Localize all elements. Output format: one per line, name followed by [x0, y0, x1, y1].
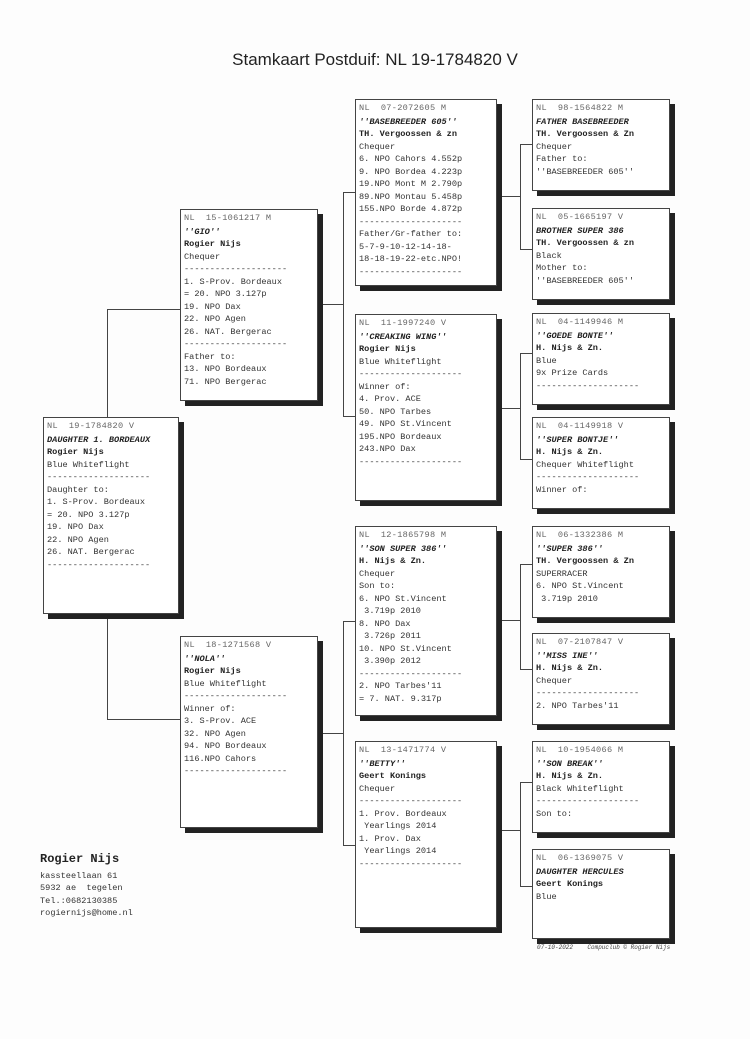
connector-line: [520, 249, 532, 250]
pigeon-name: ''NOLA'': [184, 653, 226, 664]
result-line: 1. Prov. Dax: [359, 833, 421, 844]
ring-number: NL 18-1271568 V: [184, 640, 272, 650]
pigeon-name: DAUGHTER 1. BORDEAUX: [47, 434, 151, 445]
result-line: 18-18-19-22-etc.NPO!: [359, 254, 463, 264]
connector-line: [520, 886, 532, 887]
result-line: 6. NPO St.Vincent: [359, 593, 447, 604]
connector-line: [343, 621, 355, 622]
connector-line: [343, 621, 344, 845]
connector-line: [520, 353, 532, 354]
breeder-name: TH. Vergoossen & zn: [536, 238, 634, 248]
result-line: Winner of:: [359, 381, 411, 392]
connector-line: [520, 144, 521, 249]
pigeon-card-mother[interactable]: [180, 636, 318, 828]
result-line: 49. NPO St.Vincent: [359, 419, 452, 429]
result-line: --------------------: [536, 796, 640, 806]
pigeon-card-father-father[interactable]: [355, 99, 497, 286]
pigeon-name: ''SUPER 386'': [536, 543, 604, 554]
result-line: --------------------: [47, 559, 151, 570]
result-line: 89.NPO Montau 5.458p: [359, 191, 463, 202]
result-line: Daughter to:: [47, 484, 109, 495]
pigeon-card-mother-mother[interactable]: [355, 741, 497, 928]
result-line: Son to:: [359, 581, 396, 591]
pigeon-card-mfm[interactable]: [532, 633, 670, 725]
pigeon-card-fmf[interactable]: [532, 313, 670, 405]
result-line: --------------------: [359, 216, 463, 227]
result-line: 6. NPO St.Vincent: [536, 581, 624, 591]
connector-line: [520, 144, 532, 145]
result-line: --------------------: [536, 472, 640, 482]
result-line: 71. NPO Bergerac: [184, 376, 267, 387]
breeder-name: Rogier Nijs: [359, 344, 416, 354]
result-line: 9. NPO Bordea 4.223p: [359, 166, 463, 177]
result-line: --------------------: [184, 264, 288, 274]
result-line: 22. NPO Agen: [47, 534, 109, 545]
result-line: ''BASEBREEDER 605'': [536, 166, 634, 177]
result-line: 3.719p 2010: [359, 606, 421, 616]
ring-number: NL 06-1332386 M: [536, 530, 624, 540]
result-line: = 20. NPO 3.127p: [47, 509, 130, 520]
breeder-name: TH. Vergoossen & Zn: [536, 556, 634, 566]
pigeon-name: ''MISS INE'': [536, 650, 598, 661]
result-line: --------------------: [536, 688, 640, 698]
pigeon-color: Blue Whiteflight: [184, 678, 267, 689]
owner-phone: Tel.:0682130385: [40, 895, 118, 906]
result-line: 5-7-9-10-12-14-18-: [359, 241, 452, 252]
result-line: ''BASEBREEDER 605'': [536, 275, 634, 286]
result-line: Yearlings 2014: [359, 821, 437, 831]
connector-line: [520, 459, 532, 460]
connector-line: [318, 733, 343, 734]
pigeon-card-father[interactable]: [180, 209, 318, 401]
result-line: --------------------: [359, 266, 463, 277]
connector-line: [343, 845, 355, 846]
pigeon-color: Chequer Whiteflight: [536, 459, 634, 470]
result-line: 4. Prov. ACE: [359, 394, 421, 404]
result-line: 22. NPO Agen: [184, 314, 246, 324]
connector-line: [497, 196, 520, 197]
result-line: Father to:: [536, 154, 588, 164]
ring-number: NL 11-1997240 V: [359, 318, 447, 328]
result-line: Mother to:: [536, 263, 588, 273]
breeder-name: H. Nijs & Zn.: [359, 556, 427, 566]
connector-line: [520, 782, 521, 886]
connector-line: [318, 304, 343, 305]
ring-number: NL 98-1564822 M: [536, 103, 624, 113]
pigeon-color: Chequer: [536, 141, 573, 152]
connector-line: [107, 614, 108, 719]
pigeon-color: Chequer: [359, 141, 396, 152]
result-line: --------------------: [359, 369, 463, 379]
result-line: --------------------: [359, 796, 463, 806]
result-line: Winner of:: [184, 703, 236, 714]
owner-info: [40, 853, 133, 920]
pigeon-name: ''SON SUPER 386'': [359, 543, 447, 554]
connector-line: [520, 669, 532, 670]
result-line: 3. S-Prov. ACE: [184, 716, 257, 726]
connector-line: [497, 408, 520, 409]
result-line: 116.NPO Cahors: [184, 753, 257, 764]
ring-number: NL 15-1061217 M: [184, 213, 272, 223]
ring-number: NL 12-1865798 M: [359, 530, 447, 540]
connector-line: [107, 719, 180, 720]
result-line: 26. NAT. Bergerac: [184, 326, 272, 337]
page-title: Stamkaart Postduif: NL 19-1784820 V: [232, 50, 518, 69]
result-line: --------------------: [184, 339, 288, 349]
pigeon-card-mmm[interactable]: [532, 849, 670, 939]
result-line: 50. NPO Tarbes: [359, 406, 432, 417]
connector-line: [107, 309, 180, 310]
connector-line: [497, 620, 520, 621]
pigeon-name: ''SUPER BONTJE'': [536, 434, 619, 445]
result-line: 1. S-Prov. Bordeaux: [47, 497, 145, 507]
result-line: 1. Prov. Bordeaux: [359, 808, 447, 819]
pigeon-color: Chequer: [536, 675, 573, 686]
owner-address: kassteellaan 61: [40, 870, 118, 881]
result-line: --------------------: [184, 691, 288, 701]
pigeon-color: SUPERRACER: [536, 568, 588, 579]
pigeon-name: BROTHER SUPER 386: [536, 225, 624, 236]
result-line: Father to:: [184, 351, 236, 362]
result-line: Winner of:: [536, 484, 588, 495]
ring-number: NL 06-1369075 V: [536, 853, 624, 863]
pigeon-name: ''SON BREAK'': [536, 758, 604, 769]
pigeon-name: FATHER BASEBREEDER: [536, 116, 629, 127]
breeder-name: Rogier Nijs: [184, 666, 241, 676]
ring-number: NL 05-1665197 V: [536, 212, 624, 222]
ring-number: NL 07-2107847 V: [536, 637, 624, 647]
pigeon-color: Blue: [536, 891, 557, 902]
pigeon-card-father-mother[interactable]: [355, 314, 497, 501]
footer-credit: 07-10-2022 Compuclub © Rogier Nijs: [537, 944, 671, 951]
result-line: 26. NAT. Bergerac: [47, 547, 135, 557]
pigeon-name: ''GOEDE BONTE'': [536, 330, 614, 341]
owner-city: 5932 ae tegelen: [40, 883, 123, 893]
result-line: 19. NPO Dax: [47, 522, 104, 532]
result-line: 9x Prize Cards: [536, 368, 609, 378]
connector-line: [497, 830, 520, 831]
pigeon-card-mmf[interactable]: [532, 741, 670, 833]
result-line: 1. S-Prov. Bordeaux: [184, 276, 282, 287]
result-line: --------------------: [47, 472, 151, 482]
result-line: --------------------: [184, 766, 288, 776]
pigeon-card-ffm[interactable]: [532, 208, 670, 300]
ring-number: NL 04-1149946 M: [536, 317, 624, 327]
result-line: --------------------: [536, 380, 640, 391]
breeder-name: Rogier Nijs: [47, 447, 104, 457]
breeder-name: H. Nijs & Zn.: [536, 447, 604, 457]
result-line: 3.726p 2011: [359, 631, 421, 641]
connector-line: [520, 564, 521, 669]
pigeon-card-fmm[interactable]: [532, 417, 670, 509]
breeder-name: TH. Vergoossen & Zn: [536, 129, 634, 139]
pigeon-name: ''BETTY'': [359, 758, 406, 769]
connector-line: [520, 353, 521, 459]
pigeon-color: Chequer: [359, 568, 396, 579]
result-line: 10. NPO St.Vincent: [359, 643, 452, 654]
connector-line: [343, 416, 355, 417]
breeder-name: TH. Vergoossen & zn: [359, 129, 457, 139]
pigeon-color: Black Whiteflight: [536, 783, 624, 794]
connector-line: [520, 564, 532, 565]
pigeon-name: ''BASEBREEDER 605'': [359, 116, 457, 127]
breeder-name: H. Nijs & Zn.: [536, 771, 604, 781]
result-line: Son to:: [536, 808, 573, 819]
pigeon-name: DAUGHTER HERCULES: [536, 866, 624, 877]
result-line: --------------------: [359, 858, 463, 869]
breeder-name: H. Nijs & Zn.: [536, 343, 604, 353]
result-line: = 7. NAT. 9.317p: [359, 693, 442, 704]
ring-number: NL 04-1149918 V: [536, 421, 624, 431]
breeder-name: Rogier Nijs: [184, 239, 241, 249]
connector-line: [343, 192, 355, 193]
pigeon-color: Blue Whiteflight: [359, 356, 442, 367]
pigeon-name: ''GIO'': [184, 226, 221, 237]
result-line: 3.719p 2010: [536, 593, 598, 604]
breeder-name: Geert Konings: [536, 879, 604, 889]
ring-number: NL 10-1954066 M: [536, 745, 624, 755]
result-line: 243.NPO Dax: [359, 444, 416, 454]
result-line: 3.390p 2012: [359, 656, 421, 666]
pigeon-card-fff[interactable]: [532, 99, 670, 191]
result-line: 155.NPO Borde 4.872p: [359, 204, 463, 214]
connector-line: [343, 192, 344, 416]
pigeon-color: Chequer: [184, 251, 221, 262]
result-line: 8. NPO Dax: [359, 618, 411, 629]
breeder-name: Geert Konings: [359, 771, 427, 781]
result-line: = 20. NPO 3.127p: [184, 289, 267, 299]
result-line: --------------------: [359, 668, 463, 679]
pigeon-color: Blue Whiteflight: [47, 459, 130, 470]
breeder-name: H. Nijs & Zn.: [536, 663, 604, 673]
result-line: 2. NPO Tarbes'11: [359, 681, 442, 691]
pigeon-name: ''CREAKING WING'': [359, 331, 447, 342]
owner-email: rogiernijs@home.nl: [40, 908, 133, 918]
connector-line: [107, 309, 108, 417]
result-line: 195.NPO Bordeaux: [359, 431, 442, 442]
pigeon-color: Black: [536, 250, 562, 261]
result-line: 32. NPO Agen: [184, 728, 246, 739]
result-line: 6. NPO Cahors 4.552p: [359, 154, 463, 164]
result-line: 19.NPO Mont M 2.790p: [359, 179, 463, 189]
result-line: Yearlings 2014: [359, 846, 437, 856]
pigeon-color: Blue: [536, 355, 557, 366]
ring-number: NL 13-1471774 V: [359, 745, 447, 755]
result-line: --------------------: [359, 456, 463, 467]
result-line: 94. NPO Bordeaux: [184, 741, 267, 751]
result-line: Father/Gr-father to:: [359, 229, 463, 239]
pigeon-card-subject[interactable]: [43, 417, 179, 614]
result-line: 2. NPO Tarbes'11: [536, 700, 619, 711]
ring-number: NL 07-2072605 M: [359, 103, 447, 113]
pigeon-card-mother-father[interactable]: [355, 526, 497, 716]
ring-number: NL 19-1784820 V: [47, 421, 135, 431]
result-line: 13. NPO Bordeaux: [184, 364, 267, 374]
owner-name: Rogier Nijs: [40, 852, 120, 866]
pigeon-card-mff[interactable]: [532, 526, 670, 618]
pigeon-color: Chequer: [359, 783, 396, 794]
connector-line: [520, 782, 532, 783]
result-line: 19. NPO Dax: [184, 301, 241, 312]
